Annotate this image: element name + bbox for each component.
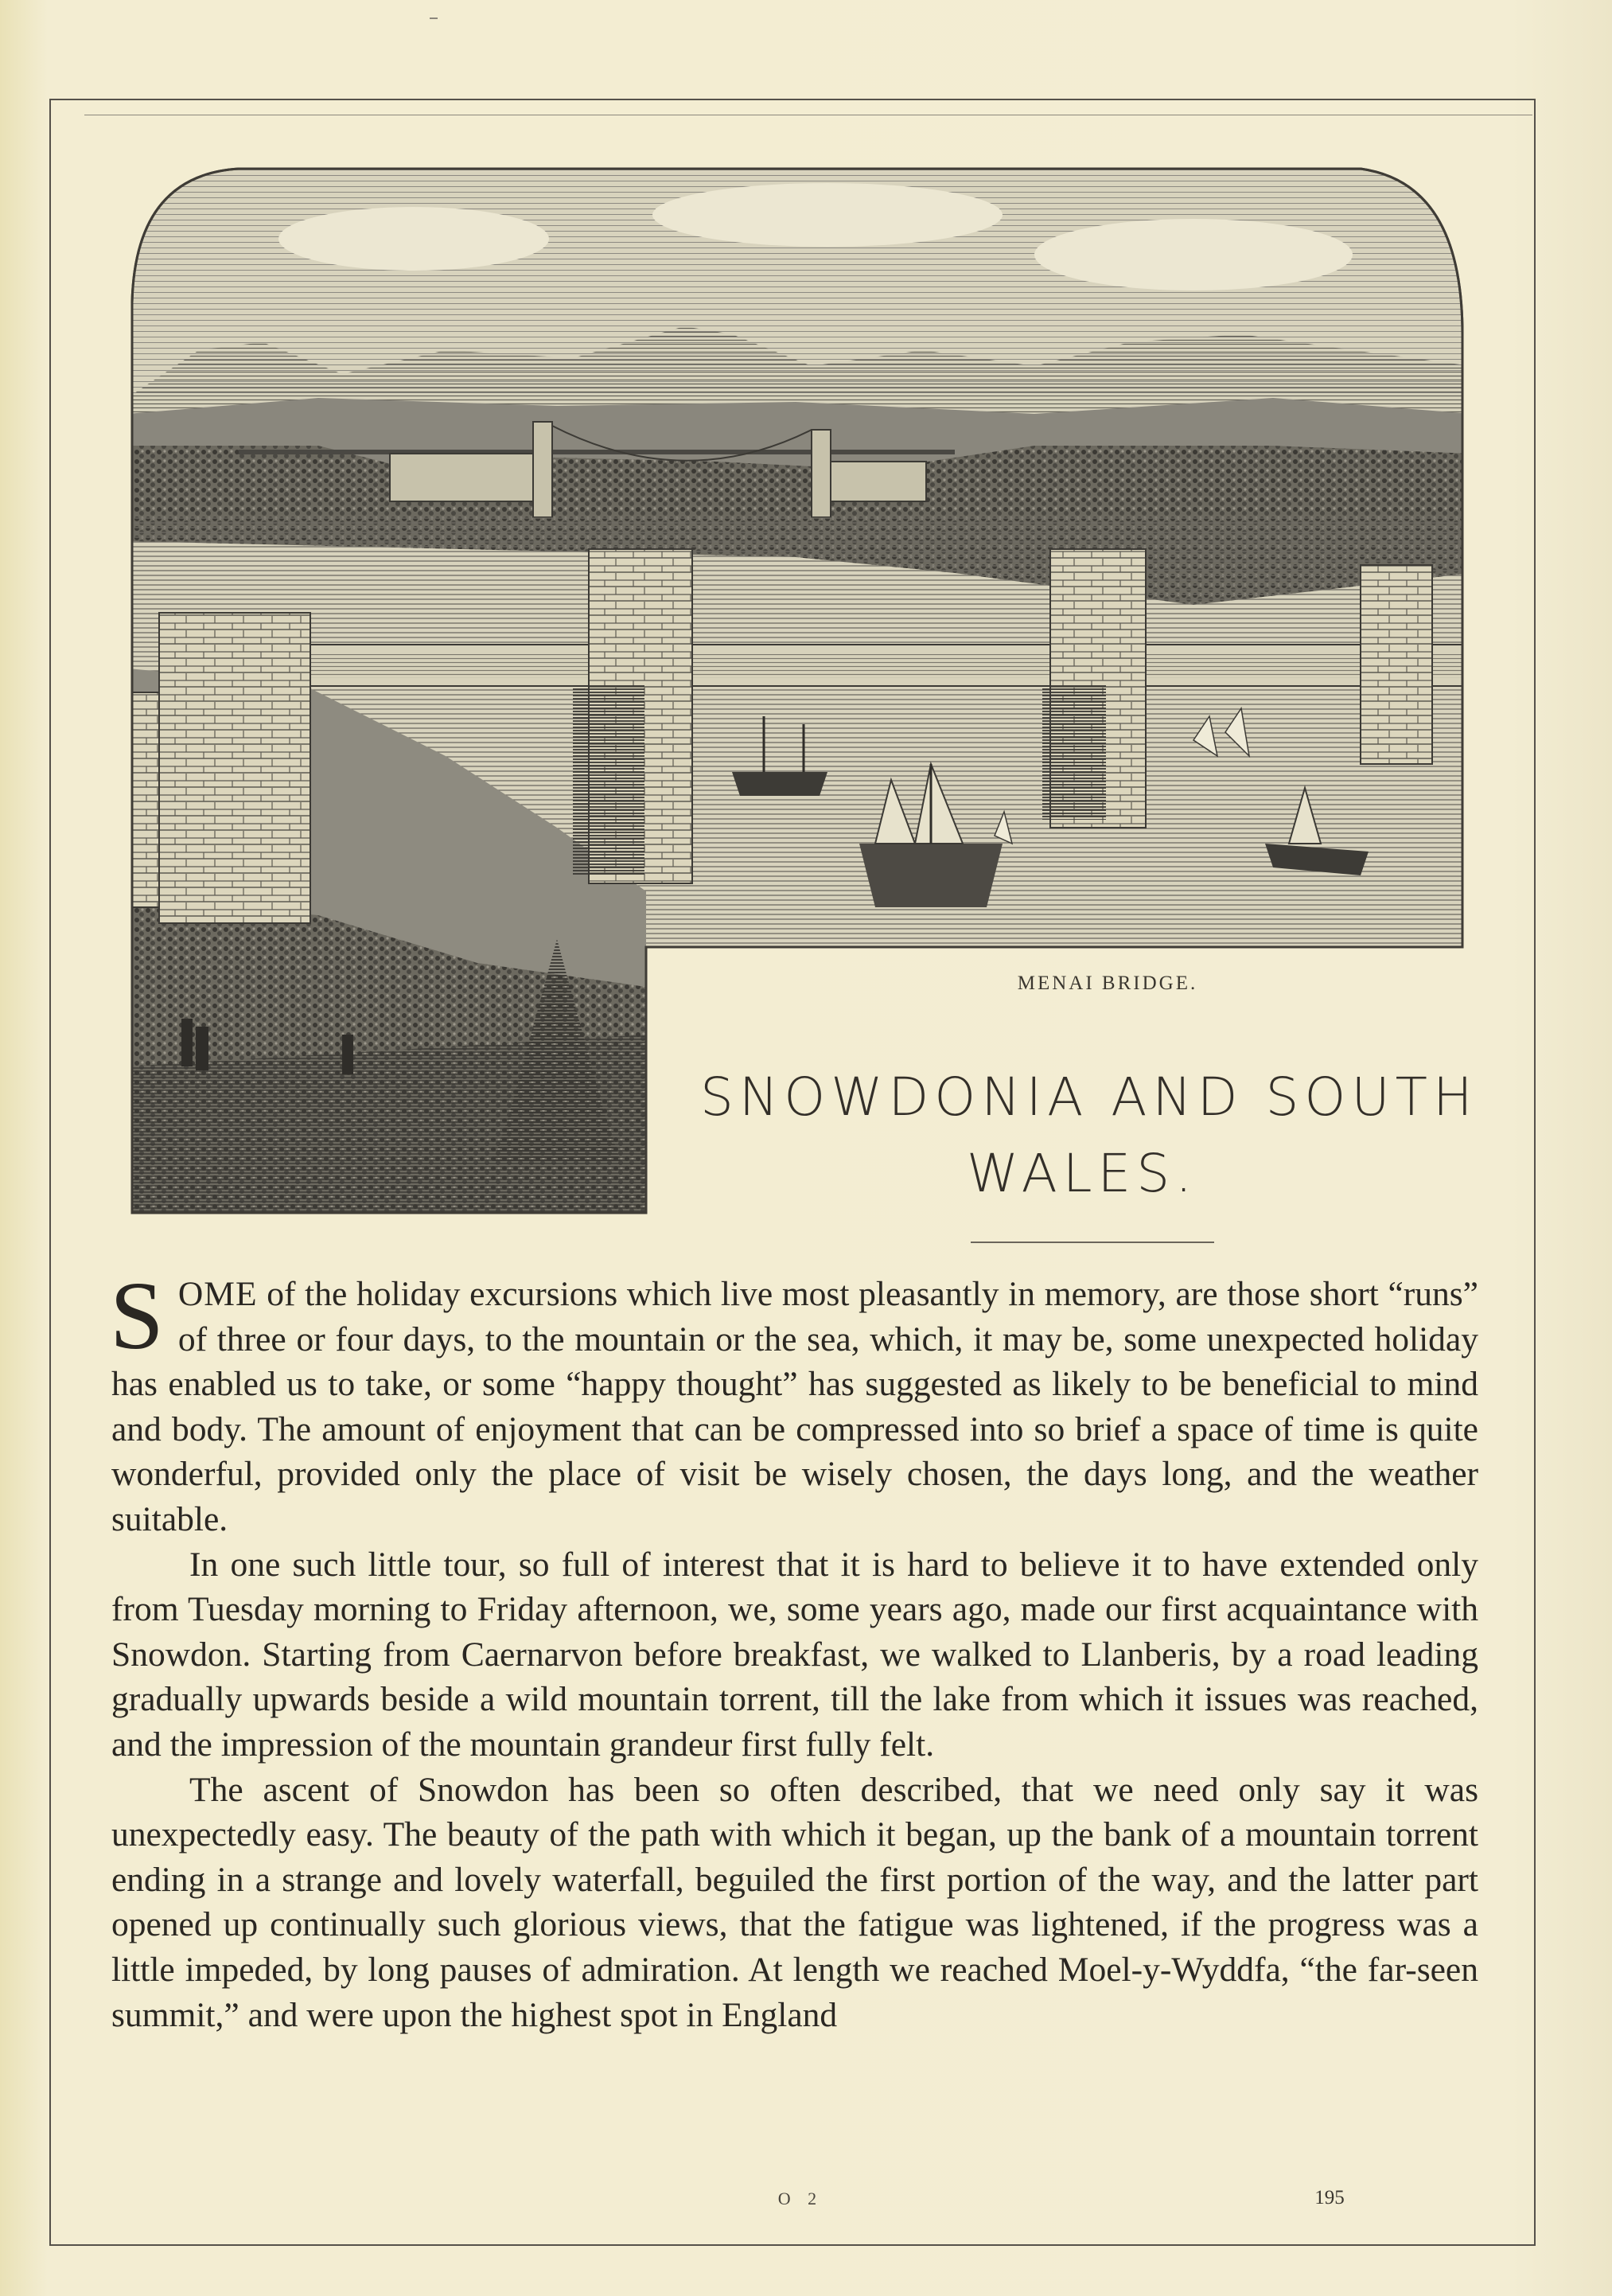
paragraph-1-text: of the holiday excursions which live most pleasantly in memory, are those short “runs” of three or four days, to the mountain or the sea, which, it may be, some unexpected holiday has enabled us to take, or some “happy thought” has suggested as likely to be beneficial to mind and body. The amount of enjoyment that can be compressed into so brief a space of time is quite wonderful, provided only the place of visit be wisely chosen, the days long, and the weather suitable.	[111, 1275, 1478, 1538]
page-title-line1: SNOWDONIA AND SOUTH	[700, 1066, 1478, 1128]
article-body	[110, 1262, 1478, 2037]
signature-mark: O 2	[777, 2189, 824, 2208]
drop-cap: S	[110, 1262, 164, 1370]
paragraph-3: The ascent of Snowdon has been so often described, that we need only say it was unexpectedly easy. The beauty of the path with which it began, up the bank of a mountain torrent ending in a strange and lovely waterfall, beguiled the first portion of the way, and the latter part opened up continually such glorious views, that the fatigue was lightened, if the progress was a little impeded, by long pauses of admiration. At length we reached Moel-y-Wyddfa, “the far-seen summit,” and were upon the highest spot in England	[111, 1770, 1478, 2034]
illustration-caption: MENAI BRIDGE.	[1017, 973, 1198, 994]
page-number: 195	[1314, 2187, 1345, 2208]
paragraph-2: In one such little tour, so full of interest that it is hard to believe it to have extended only from Tuesday morning to Friday afternoon, we, some years ago, made our first acquaintance with Snowdon. Starting from Caernarvon before breakfast, we walked to Llanberis, by a road leading gradually upwards beside a wild mountain torrent, till the lake from which it issues was reached, and the impression of the mountain grandeur first fully felt.	[111, 1545, 1478, 1764]
page-title-line2: WALES.	[966, 1143, 1198, 1204]
title-divider	[971, 1242, 1214, 1243]
first-word-rest: OME	[177, 1275, 258, 1313]
paragraph-1	[110, 1262, 1478, 1542]
